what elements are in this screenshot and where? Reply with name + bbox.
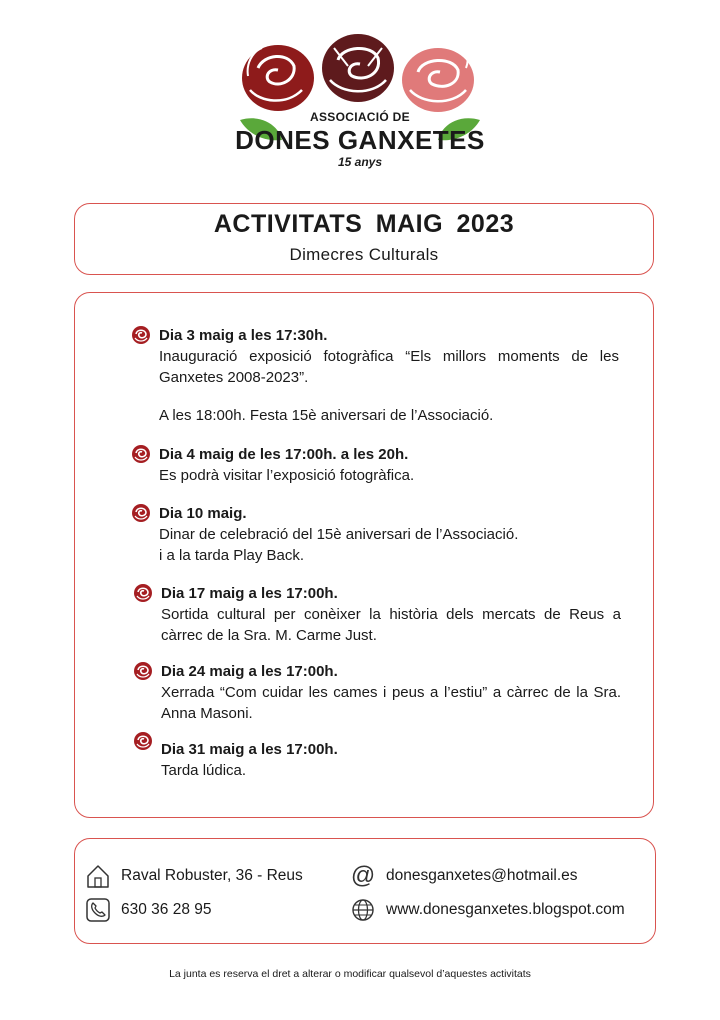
website-link[interactable]: www.donesganxetes.blogspot.com <box>386 901 625 918</box>
event-description: Inauguració exposició fotogràfica “Els millors moments de les Ganxetes 2008-2023”. <box>159 348 619 386</box>
address-text: Raval Robuster, 36 - Reus <box>121 867 303 884</box>
events-box <box>74 292 654 818</box>
event-date: Dia 4 maig de les 17:00h. a les 20h. <box>159 446 409 463</box>
logo-subtitle: ASSOCIACIÓ DE <box>310 110 410 124</box>
contact-address <box>85 863 303 889</box>
title-box <box>74 203 654 275</box>
rose-bullet-icon <box>131 325 151 345</box>
page-subtitle: Dimecres Culturals <box>289 245 439 264</box>
event-description: Es podrà visitar l’exposició fotogràfica. <box>159 467 415 484</box>
event-date: Dia 24 maig a les 17:00h. <box>161 663 338 680</box>
contact-website <box>350 897 625 923</box>
association-logo <box>230 28 490 178</box>
logo-name: DONES GANXETES <box>235 125 485 155</box>
phone-text[interactable]: 630 36 28 95 <box>121 901 212 918</box>
logo-anniversary: 15 anys <box>337 155 383 169</box>
event-description: Dinar de celebració del 15è aniversari de l’Associació. <box>159 526 519 543</box>
contact-email <box>350 863 578 889</box>
rose-bullet-icon <box>131 503 151 523</box>
event-description: Xerrada “Com cuidar les cames i peus a l’estiu” a càrrec de la Sra. Anna Masoni. <box>161 684 621 722</box>
event-description: Sortida cultural per conèixer la història dels mercats de Reus a càrrec de la Sra. M. Carme Just. <box>161 606 621 644</box>
event-item <box>161 661 621 724</box>
event-item <box>159 444 619 486</box>
globe-icon <box>350 897 376 923</box>
footer-note: La junta es reserva el dret a alterar o modificar qualsevol d’aquestes activitats <box>169 968 531 980</box>
contact-phone <box>85 897 212 923</box>
at-sign-icon: @ <box>350 862 376 889</box>
event-item <box>161 739 621 781</box>
phone-icon <box>85 897 111 923</box>
event-date: Dia 3 maig a les 17:30h. <box>159 327 328 344</box>
event-date: Dia 31 maig a les 17:00h. <box>161 741 338 758</box>
event-extra: A les 18:00h. Festa 15è aniversari de l’Associació. <box>159 407 494 424</box>
event-item <box>161 583 621 646</box>
rose-bullet-icon <box>131 444 151 464</box>
event-item <box>159 325 619 426</box>
rose-bullet-icon <box>133 583 153 603</box>
event-description-2: i a la tarda Play Back. <box>159 547 305 564</box>
rose-bullet-icon <box>133 731 153 751</box>
page-title: ACTIVITATS MAIG 2023 <box>213 210 515 238</box>
contact-box <box>74 838 656 944</box>
event-date: Dia 17 maig a les 17:00h. <box>161 585 338 602</box>
house-icon <box>85 863 111 889</box>
event-item <box>159 503 619 566</box>
rose-bullet-icon <box>133 661 153 681</box>
event-date: Dia 10 maig. <box>159 505 247 522</box>
event-description: Tarda lúdica. <box>161 762 247 779</box>
email-link[interactable]: donesganxetes@hotmail.es <box>386 867 578 884</box>
